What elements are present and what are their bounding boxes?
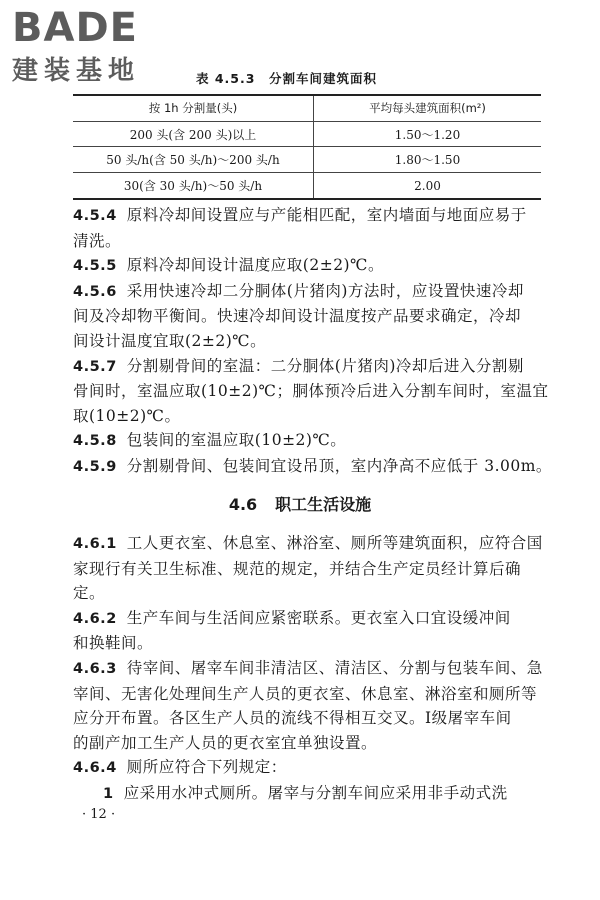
clause-line: 待宰间、屠宰车间非清洁区、清洁区、分割与包装车间、急 <box>126 658 543 677</box>
clause <box>73 656 553 755</box>
clause-number: 4.5.4 <box>73 208 117 224</box>
clause-number: 4.6.1 <box>73 536 117 552</box>
table-cell: 50 头/h(含 50 头/h)～200 头/h <box>73 147 314 173</box>
logo-brand: BADE <box>12 5 138 51</box>
logo-subtitle: 建装基地 <box>12 56 141 86</box>
clause-line: 厕所应符合下列规定： <box>126 758 287 777</box>
bade-logo <box>12 4 187 90</box>
table-cell: 1.50～1.20 <box>314 121 542 147</box>
table-cell: 200 头(含 200 头)以上 <box>73 121 314 147</box>
clause-line: 分割剔骨间的室温：二分胴体(片猪肉)冷却后进入分割剔 <box>126 356 524 375</box>
clause-line: 包装间的室温应取(10±2)℃。 <box>126 431 347 450</box>
clause-number: 4.6.3 <box>73 660 117 677</box>
clause <box>73 203 553 253</box>
clauses-4-6 <box>73 531 553 807</box>
clause <box>73 279 553 354</box>
clause-line: 和换鞋间。 <box>73 634 154 653</box>
clause-number: 4.5.8 <box>73 433 117 450</box>
page-number: · 12 · <box>82 807 116 822</box>
table-header-cell: 按 1h 分割量(头) <box>73 96 314 121</box>
table-row <box>73 173 541 198</box>
table-caption: 表 4.5.3 分割车间建筑面积 <box>196 71 377 86</box>
clause-line: 取(10±2)℃。 <box>73 406 181 425</box>
list-item <box>73 781 553 807</box>
clause-line: 清洗。 <box>73 231 122 250</box>
clause-number: 4.6.2 <box>73 610 117 627</box>
clause-line: 骨间时，室温应取(10±2)℃；胴体预冷后进入分割车间时，室温宜 <box>73 382 549 401</box>
area-table <box>73 94 541 200</box>
clause-line: 采用快速冷却二分胴体(片猪肉)方法时，应设置快速冷却 <box>126 281 524 300</box>
table-cell: 30(含 30 头/h)～50 头/h <box>73 173 314 198</box>
clause <box>73 253 553 279</box>
table-row <box>73 121 541 147</box>
clause-line: 应分开布置。各区生产人员的流线不得相互交叉。Ⅰ级屠宰车间 <box>73 709 512 728</box>
table-header-row <box>73 96 541 121</box>
clause-line: 间设计温度宜取(2±2)℃。 <box>73 331 267 350</box>
clause-line: 原料冷却间设计温度应取(2±2)℃。 <box>126 256 384 275</box>
clause-number: 4.5.5 <box>73 258 117 275</box>
clause-line: 家现行有关卫生标准、规范的规定，并结合生产定员经计算后确 <box>73 559 522 578</box>
clause-line: 间及冷却物平衡间。快速冷却间设计温度按产品要求确定，冷却 <box>73 307 522 326</box>
clause-line: 工人更衣室、休息室、淋浴室、厕所等建筑面积，应符合国 <box>126 534 543 552</box>
table-cell: 2.00 <box>314 173 542 198</box>
clause-line: 宰间、无害化处理间生产人员的更衣室、休息室、淋浴室和厕所等 <box>73 684 538 703</box>
table-row <box>73 147 541 173</box>
clauses-4-5 <box>73 203 553 480</box>
clause <box>73 354 553 429</box>
clause-number: 4.5.6 <box>73 283 117 300</box>
table-cell: 1.80～1.50 <box>314 147 542 173</box>
section-number: 4.6 <box>228 495 258 514</box>
clause <box>73 755 553 781</box>
clause <box>73 606 553 656</box>
list-item-text: 应采用水冲式厕所。屠宰与分割车间应采用非手动式洗 <box>123 783 508 802</box>
section-heading: 职工生活设施 <box>275 495 372 514</box>
clause-number: 4.6.4 <box>73 760 117 777</box>
clause-line: 生产车间与生活间应紧密联系。更衣室入口宜设缓冲间 <box>126 608 511 627</box>
clause <box>73 454 553 480</box>
clause <box>73 428 553 454</box>
table-header-cell: 平均每头建筑面积(m²) <box>314 96 542 121</box>
clause <box>73 531 553 606</box>
clause-line: 原料冷却间设置应与产能相匹配，室内墙面与地面应易于 <box>126 206 527 224</box>
list-item-number: 1 <box>103 785 114 802</box>
section-title <box>0 493 600 517</box>
clause-line: 的副产加工生产人员的更衣室宜单独设置。 <box>73 733 378 752</box>
clause-number: 4.5.9 <box>73 458 117 475</box>
clause-line: 分割剔骨间、包装间宜设吊顶，室内净高不应低于 3.00m。 <box>126 456 552 475</box>
clause-line: 定。 <box>73 584 106 603</box>
clause-number: 4.5.7 <box>73 358 117 375</box>
